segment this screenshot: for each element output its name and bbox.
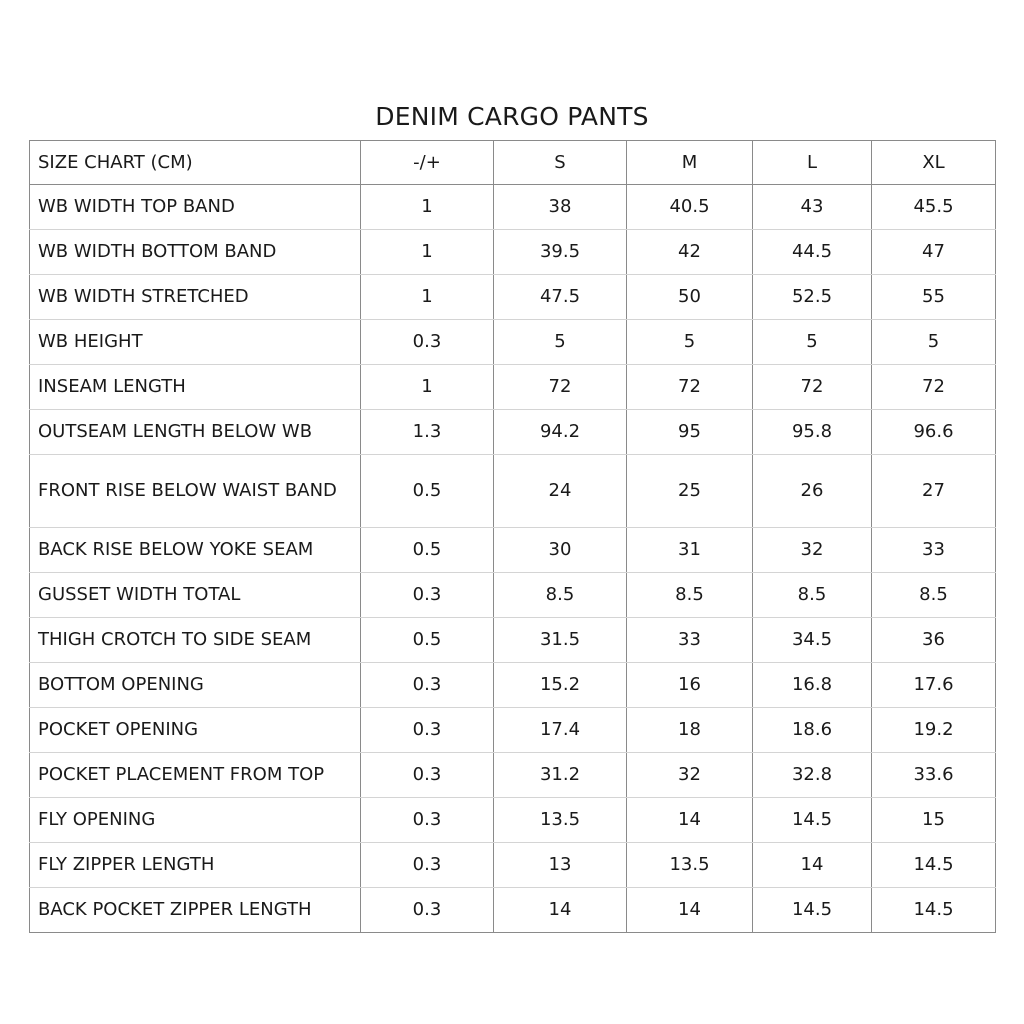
table-row	[30, 663, 996, 708]
row-label: THIGH CROTCH TO SIDE SEAM	[30, 618, 361, 663]
cell-size-xl: 5	[872, 320, 996, 365]
row-label: WB HEIGHT	[30, 320, 361, 365]
cell-size-m: 40.5	[627, 185, 753, 230]
row-label: INSEAM LENGTH	[30, 365, 361, 410]
cell-size-m: 14	[627, 798, 753, 843]
cell-tolerance: 0.3	[361, 573, 494, 618]
cell-size-l: 34.5	[753, 618, 872, 663]
cell-size-l: 72	[753, 365, 872, 410]
cell-size-xl: 45.5	[872, 185, 996, 230]
row-label: GUSSET WIDTH TOTAL	[30, 573, 361, 618]
cell-size-l: 14.5	[753, 798, 872, 843]
cell-size-xl: 96.6	[872, 410, 996, 455]
cell-size-xl: 55	[872, 275, 996, 320]
cell-tolerance: 0.3	[361, 320, 494, 365]
cell-size-s: 30	[494, 528, 627, 573]
cell-size-xl: 33	[872, 528, 996, 573]
table-row	[30, 455, 996, 528]
cell-size-l: 18.6	[753, 708, 872, 753]
cell-size-s: 15.2	[494, 663, 627, 708]
table-row	[30, 708, 996, 753]
cell-size-s: 47.5	[494, 275, 627, 320]
row-label: OUTSEAM LENGTH BELOW WB	[30, 410, 361, 455]
cell-size-l: 43	[753, 185, 872, 230]
cell-tolerance: 1	[361, 365, 494, 410]
table-row	[30, 320, 996, 365]
table-row	[30, 410, 996, 455]
cell-size-m: 13.5	[627, 843, 753, 888]
cell-size-s: 94.2	[494, 410, 627, 455]
header-size-s: S	[494, 141, 627, 185]
header-size-l: L	[753, 141, 872, 185]
cell-size-xl: 36	[872, 618, 996, 663]
cell-size-l: 14.5	[753, 888, 872, 933]
cell-tolerance: 0.3	[361, 708, 494, 753]
cell-size-l: 32.8	[753, 753, 872, 798]
cell-size-m: 42	[627, 230, 753, 275]
cell-tolerance: 0.3	[361, 798, 494, 843]
header-size-chart: SIZE CHART (CM)	[30, 141, 361, 185]
cell-tolerance: 1	[361, 275, 494, 320]
table-header-row	[30, 141, 996, 185]
row-label: FLY ZIPPER LENGTH	[30, 843, 361, 888]
row-label: POCKET OPENING	[30, 708, 361, 753]
cell-size-m: 50	[627, 275, 753, 320]
page-title: DENIM CARGO PANTS	[375, 101, 649, 131]
cell-size-m: 25	[627, 455, 753, 528]
table-row	[30, 618, 996, 663]
cell-size-l: 5	[753, 320, 872, 365]
row-label: BACK RISE BELOW YOKE SEAM	[30, 528, 361, 573]
cell-size-l: 95.8	[753, 410, 872, 455]
cell-size-s: 14	[494, 888, 627, 933]
row-label: BACK POCKET ZIPPER LENGTH	[30, 888, 361, 933]
cell-size-xl: 17.6	[872, 663, 996, 708]
cell-tolerance: 0.5	[361, 618, 494, 663]
table-row	[30, 230, 996, 275]
cell-tolerance: 1.3	[361, 410, 494, 455]
cell-size-s: 31.2	[494, 753, 627, 798]
cell-tolerance: 0.3	[361, 663, 494, 708]
cell-size-l: 52.5	[753, 275, 872, 320]
cell-tolerance: 0.3	[361, 888, 494, 933]
table-row	[30, 365, 996, 410]
cell-size-m: 5	[627, 320, 753, 365]
cell-size-xl: 33.6	[872, 753, 996, 798]
cell-size-s: 13.5	[494, 798, 627, 843]
cell-size-s: 13	[494, 843, 627, 888]
header-size-xl: XL	[872, 141, 996, 185]
cell-size-s: 39.5	[494, 230, 627, 275]
cell-tolerance: 1	[361, 230, 494, 275]
cell-size-m: 32	[627, 753, 753, 798]
table-row	[30, 275, 996, 320]
cell-size-m: 72	[627, 365, 753, 410]
table-row	[30, 843, 996, 888]
cell-size-xl: 8.5	[872, 573, 996, 618]
row-label: FLY OPENING	[30, 798, 361, 843]
cell-size-m: 18	[627, 708, 753, 753]
cell-size-s: 24	[494, 455, 627, 528]
row-label: WB WIDTH BOTTOM BAND	[30, 230, 361, 275]
table-row	[30, 528, 996, 573]
cell-tolerance: 1	[361, 185, 494, 230]
cell-size-l: 8.5	[753, 573, 872, 618]
cell-size-xl: 19.2	[872, 708, 996, 753]
cell-size-s: 38	[494, 185, 627, 230]
table-body	[30, 185, 996, 933]
row-label: BOTTOM OPENING	[30, 663, 361, 708]
row-label: FRONT RISE BELOW WAIST BAND	[30, 455, 361, 528]
header-tolerance: -/+	[361, 141, 494, 185]
cell-size-l: 16.8	[753, 663, 872, 708]
cell-size-l: 44.5	[753, 230, 872, 275]
cell-size-m: 14	[627, 888, 753, 933]
cell-size-xl: 14.5	[872, 888, 996, 933]
cell-size-xl: 47	[872, 230, 996, 275]
cell-size-xl: 15	[872, 798, 996, 843]
cell-size-m: 8.5	[627, 573, 753, 618]
header-size-m: M	[627, 141, 753, 185]
cell-size-s: 8.5	[494, 573, 627, 618]
cell-size-s: 5	[494, 320, 627, 365]
cell-tolerance: 0.3	[361, 843, 494, 888]
cell-size-l: 26	[753, 455, 872, 528]
cell-tolerance: 0.5	[361, 528, 494, 573]
cell-tolerance: 0.3	[361, 753, 494, 798]
cell-size-s: 72	[494, 365, 627, 410]
cell-size-xl: 72	[872, 365, 996, 410]
row-label: WB WIDTH TOP BAND	[30, 185, 361, 230]
size-chart-table	[29, 140, 996, 933]
table-row	[30, 798, 996, 843]
table-row	[30, 185, 996, 230]
cell-tolerance: 0.5	[361, 455, 494, 528]
row-label: POCKET PLACEMENT FROM TOP	[30, 753, 361, 798]
cell-size-xl: 27	[872, 455, 996, 528]
cell-size-m: 33	[627, 618, 753, 663]
table-row	[30, 573, 996, 618]
cell-size-m: 95	[627, 410, 753, 455]
cell-size-s: 17.4	[494, 708, 627, 753]
cell-size-xl: 14.5	[872, 843, 996, 888]
cell-size-m: 31	[627, 528, 753, 573]
cell-size-m: 16	[627, 663, 753, 708]
cell-size-l: 32	[753, 528, 872, 573]
table-row	[30, 888, 996, 933]
table-row	[30, 753, 996, 798]
cell-size-l: 14	[753, 843, 872, 888]
row-label: WB WIDTH STRETCHED	[30, 275, 361, 320]
cell-size-s: 31.5	[494, 618, 627, 663]
